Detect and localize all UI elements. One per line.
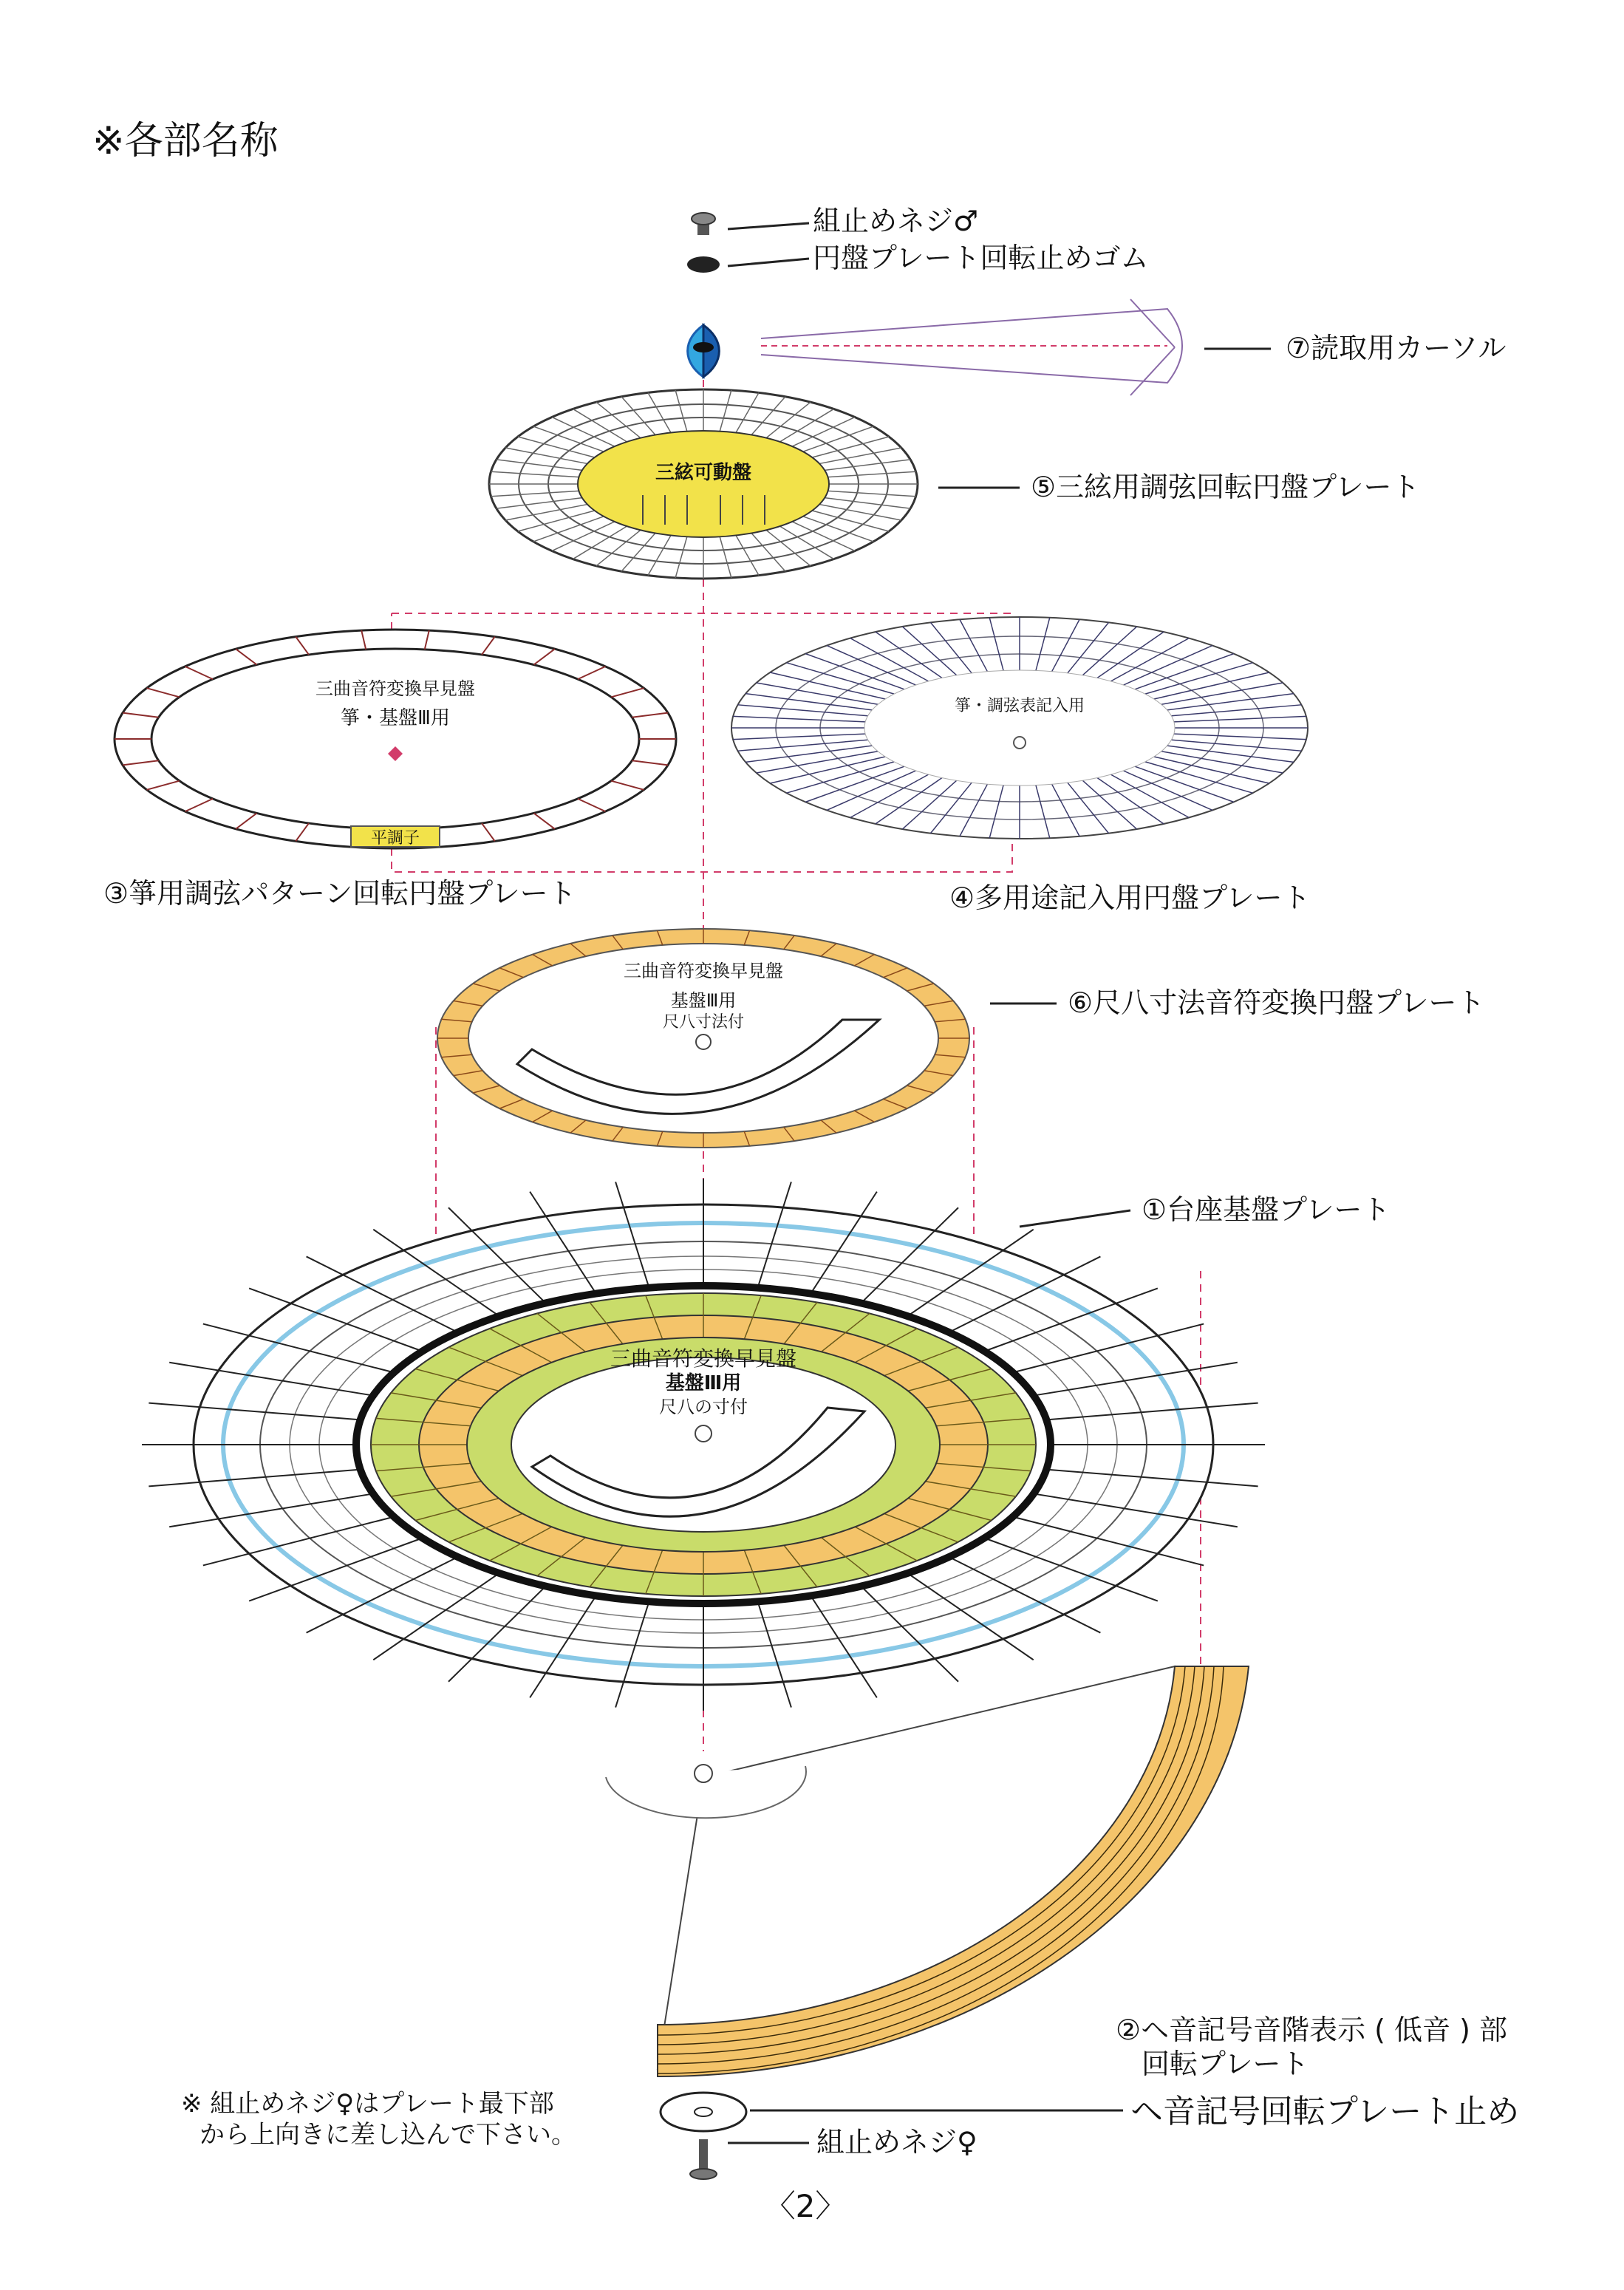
- plate-6-label: ⑥尺八寸法音符変換円盤プレート: [1068, 986, 1485, 1019]
- rubber-washer-icon: [687, 256, 720, 273]
- cursor-label: ⑦読取用カーソル: [1286, 332, 1507, 364]
- stopper-label: ヘ音記号回転プレート止め: [1130, 2093, 1520, 2130]
- plate-1-subtitle-1: 基盤Ⅲ用: [665, 1372, 742, 1394]
- plate-1-subtitle-2: 尺八の寸付: [659, 1397, 748, 1417]
- page-number: 〈2〉: [764, 2188, 847, 2224]
- stopper-washer-icon: [661, 2093, 746, 2131]
- plate-1-leader: [1020, 1210, 1130, 1227]
- screw-male-icon: [692, 213, 715, 235]
- plate-2-label-line1: ②ヘ音記号音階表示 ( 低音 ) 部: [1116, 2014, 1508, 2046]
- plate-3-label: ③箏用調弦パターン回転円盤プレート: [103, 877, 576, 910]
- plate-6-title: 三曲音符変換早見盤: [624, 961, 783, 981]
- assembly-note-line1: ※ 組止めネジ♀はプレート最下部: [181, 2089, 554, 2119]
- plate-6-subtitle-1: 基盤Ⅲ用: [670, 990, 737, 1011]
- screw-female-label: 組止めネジ♀: [816, 2126, 978, 2158]
- plate-5-shamisen-disc: [489, 389, 918, 579]
- screw-female-icon: [690, 2139, 717, 2179]
- plate-3-subtitle: 箏・基盤Ⅲ用: [341, 707, 450, 729]
- plate-3-koto-disc: [115, 630, 676, 848]
- screw-male-leader: [728, 223, 809, 229]
- plate-3-title: 三曲音符変換早見盤: [315, 678, 475, 699]
- plate-5-title: 三絃可動盤: [655, 462, 752, 484]
- plate-3-tab: 平調子: [370, 829, 420, 848]
- plate-1-label: ①台座基盤プレート: [1142, 1193, 1391, 1226]
- page-heading: ※各部名称: [92, 119, 279, 163]
- plate-4-multiuse-disc: [731, 617, 1308, 839]
- plate-1-title: 三曲音符変換早見盤: [610, 1346, 797, 1371]
- rubber-leader: [728, 259, 809, 266]
- plate-6-subtitle-2: 尺八寸法付: [662, 1013, 745, 1032]
- plate-4-title: 箏・調弦表記入用: [954, 697, 1085, 715]
- plate-5-label: ⑤三絃用調弦回転円盤プレート: [1031, 471, 1420, 503]
- assembly-note-line2: から上向きに差し込んで下さい。: [199, 2120, 576, 2150]
- plate-6-shakuhachi-disc: [437, 929, 969, 1148]
- reading-cursor: [688, 299, 1182, 395]
- plate-2-label-line2: 回転プレート: [1142, 2048, 1309, 2080]
- rubber-label: 円盤プレート回転止めゴム: [813, 242, 1149, 274]
- plate-1-base-disc: [142, 1179, 1265, 1711]
- plate-4-label: ④多用途記入用円盤プレート: [949, 882, 1311, 914]
- screw-male-label: 組止めネジ♂: [813, 205, 979, 237]
